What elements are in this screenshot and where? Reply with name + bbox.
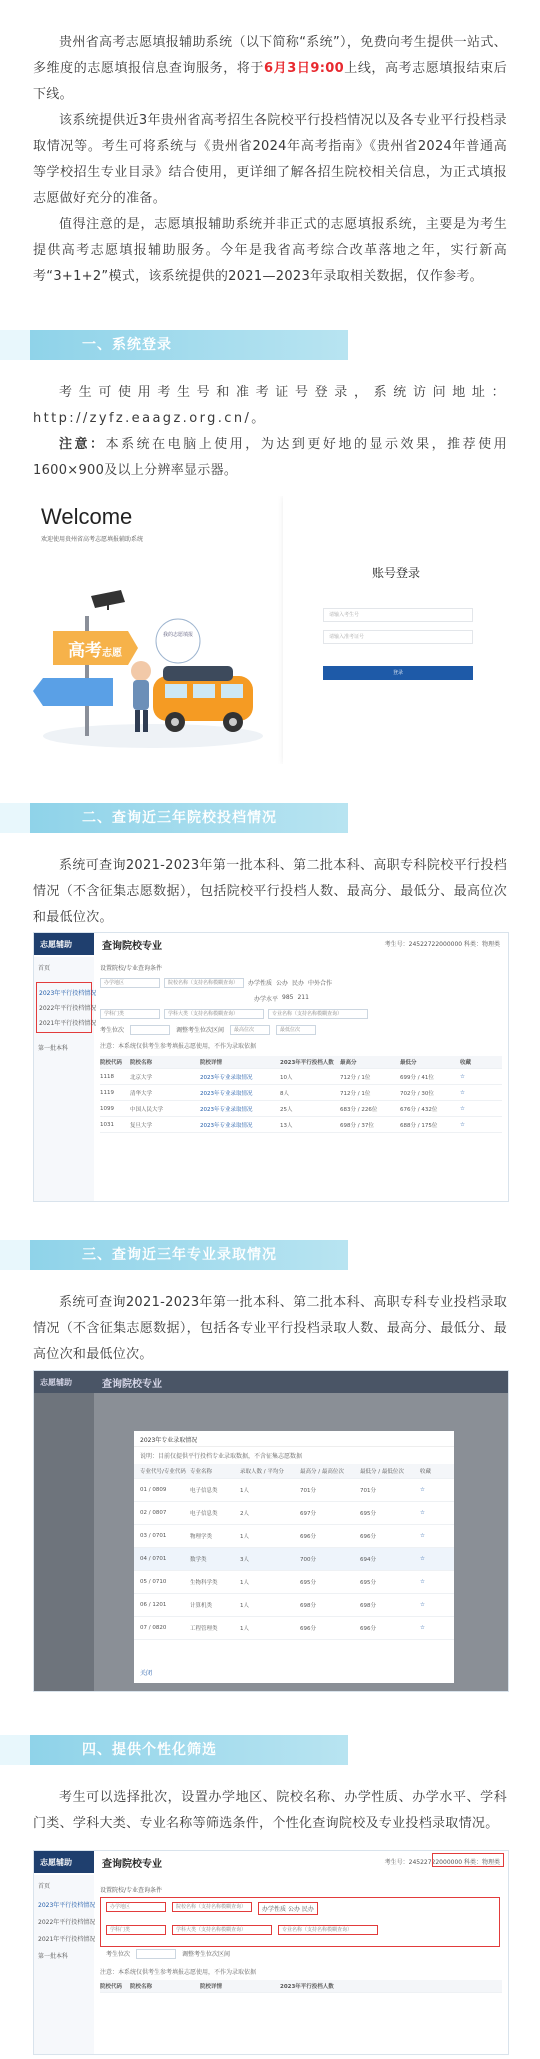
mrow-count: 1人 xyxy=(240,1603,249,1609)
table-row xyxy=(100,1085,502,1101)
mcol-low: 最低分 / 最低位次 xyxy=(360,1469,404,1475)
speech-bubble: 我的志愿填报 xyxy=(162,632,193,638)
mrow-low: 696分 xyxy=(360,1534,376,1540)
rank-low-input[interactable]: 最低位次 xyxy=(276,1025,316,1035)
intro-paragraph-3: 值得注意的是，志愿填报辅助系统并非正式的志愿填报系统，主要是为考生提供高考志愿填报辅助服务。今年是我省高考综合改革落地之年，实行新高考“3+1+2”模式，该系统提供的2021—2023年录取相关数据，仅作参考。 xyxy=(33,217,507,284)
login-screenshot xyxy=(33,496,509,764)
row-link[interactable]: 2023年专业录取情况 xyxy=(200,1090,253,1097)
mrow-code: 03 / 0701 xyxy=(140,1533,167,1539)
row-link[interactable]: 2023年专业录取情况 xyxy=(200,1074,253,1081)
sign-main: 高考 xyxy=(68,641,102,661)
star-icon[interactable]: ☆ xyxy=(420,1487,425,1493)
section-login xyxy=(0,330,540,484)
region-select[interactable]: 办学地区 xyxy=(100,978,160,988)
app-page-title: 查询院校专业 xyxy=(102,1859,162,1870)
level-label: 办学水平 xyxy=(254,996,279,1003)
modal-table-header xyxy=(134,1464,454,1479)
intro-paragraph-2: 该系统提供近3年贵州省高考招生各院校平行投档情况以及各专业平行投档录取情况等。考生可将系统与《贵州省2024年高考指南》《贵州省2024年普通高等学校招生专业目录》结合使用，更详细了解各招生院校相关信息，为正式填报志愿做好充分的准备。 xyxy=(33,113,507,206)
menu-2022[interactable]: 2022年平行投档情况 xyxy=(38,1919,96,1926)
launch-date: 6月3日9:00 xyxy=(263,61,344,76)
sign-small: 志愿 xyxy=(102,648,122,659)
star-icon[interactable]: ☆ xyxy=(460,1073,465,1080)
mrow-code: 07 / 0820 xyxy=(140,1625,167,1631)
mrow-count: 1人 xyxy=(240,1488,249,1494)
star-icon[interactable]: ☆ xyxy=(420,1533,425,1539)
menu-batch[interactable]: 第一批本科 xyxy=(38,1953,69,1960)
mrow-count: 3人 xyxy=(240,1557,249,1563)
row-name: 复旦大学 xyxy=(130,1122,153,1129)
mrow-name: 计算机类 xyxy=(190,1603,213,1609)
data-note: 注意：本系统仅供考生参考填报志愿使用，不作为录取依据 xyxy=(100,1043,257,1050)
col-code: 院校代码 xyxy=(100,1984,123,1990)
rank-label: 考生位次 xyxy=(100,1027,125,1034)
app-page-title: 查询院校专业 xyxy=(102,941,162,952)
menu-2022[interactable]: 2022年平行投档情况 xyxy=(39,1005,97,1012)
col-name: 院校名称 xyxy=(130,1060,153,1066)
row-high: 698分 / 37位 xyxy=(340,1122,374,1129)
rank-input[interactable] xyxy=(130,1025,170,1035)
subject-input[interactable]: 学科大类（支持名称模糊查询） xyxy=(164,1009,264,1019)
col-count: 2023年平行投档人数 xyxy=(280,1060,334,1066)
note-label: 注意： xyxy=(59,437,106,452)
mrow-name: 生物科学类 xyxy=(190,1580,218,1586)
subject-input[interactable]: 学科大类（支持名称模糊查询） xyxy=(172,1925,272,1935)
mrow-low: 694分 xyxy=(360,1557,376,1563)
rank-range-label: 调整考生位次区间 xyxy=(182,1951,231,1958)
intro-text-a: 贵州省高考志愿填报辅助系统（以下简称“系统”），免费向考生提供一站式、多维度的志愿填报信息查询服务，将于 xyxy=(33,35,507,76)
welcome-heading: Welcome xyxy=(41,504,133,529)
section-major xyxy=(0,1240,540,1368)
section-header xyxy=(30,1735,348,1765)
data-note: 注意：本系统仅供考生参考填报志愿使用，不作为录取依据 xyxy=(100,1969,257,1976)
col-detail: 院校详情 xyxy=(200,1060,223,1066)
college-paragraph: 系统可查询2021-2023年第一批本科、第二批本科、高职专科院校平行投档情况（不含征集志愿数据），包括院校平行投档人数、最高分、最低分、最高位次和最低位次。 xyxy=(33,858,507,925)
region-select[interactable]: 办学地区 xyxy=(106,1902,166,1912)
mrow-low: 695分 xyxy=(360,1580,376,1586)
filter-paragraph: 考生可以选择批次，设置办学地区、院校名称、办学性质、办学水平、学科门类、学科大类、专业名称等筛选条件，个性化查询院校及专业投档录取情况。 xyxy=(33,1790,507,1831)
filter-panel xyxy=(100,963,502,1133)
rank-range-label: 调整考生位次区间 xyxy=(176,1027,225,1034)
mrow-count: 1人 xyxy=(240,1580,249,1586)
row-high: 683分 / 226位 xyxy=(340,1106,378,1113)
modal-row xyxy=(134,1548,454,1571)
app-logo: 志愿辅助 xyxy=(40,1858,72,1867)
menu-2021[interactable]: 2021年平行投档情况 xyxy=(38,1936,96,1943)
batch-highlight xyxy=(432,1853,504,1867)
major-paragraph: 系统可查询2021-2023年第一批本科、第二批本科、高职专科专业投档录取情况（不含征集志愿数据），包括各专业平行投档录取人数、最高分、最低分、最高位次和最低位次。 xyxy=(33,1295,507,1362)
login-card xyxy=(283,496,509,764)
mrow-high: 701分 xyxy=(300,1488,316,1494)
mcol-count: 录取人数 / 平均分 xyxy=(240,1469,284,1475)
dim-sidebar xyxy=(34,1393,94,1692)
star-icon[interactable]: ☆ xyxy=(460,1105,465,1112)
section-header xyxy=(30,803,348,833)
row-name: 中国人民大学 xyxy=(130,1106,164,1113)
login-paragraph-2 xyxy=(0,432,540,484)
row-name: 清华大学 xyxy=(130,1090,153,1097)
row-code: 1031 xyxy=(100,1121,114,1128)
welcome-subtitle: 欢迎使用贵州省高考志愿填报辅助系统 xyxy=(41,536,144,543)
filter-row-level xyxy=(100,994,502,1003)
row-code: 1099 xyxy=(100,1105,114,1112)
mrow-high: 696分 xyxy=(300,1534,316,1540)
row-low: 699分 / 41位 xyxy=(400,1074,434,1081)
row-low: 676分 / 432位 xyxy=(400,1106,438,1113)
mrow-code: 02 / 0807 xyxy=(140,1510,167,1516)
mrow-code: 05 / 0710 xyxy=(140,1579,167,1585)
col-count: 2023年平行投档人数 xyxy=(280,1984,334,1990)
nature-public[interactable]: 公办 xyxy=(287,1906,300,1913)
mrow-code: 06 / 1201 xyxy=(140,1602,167,1608)
mrow-high: 698分 xyxy=(300,1603,316,1609)
major-modal xyxy=(134,1431,454,1683)
menu-2021[interactable]: 2021年平行投档情况 xyxy=(39,1020,97,1027)
nature-public[interactable]: 公办 xyxy=(276,980,289,987)
mrow-name: 数学类 xyxy=(190,1557,207,1563)
filter-area-highlight xyxy=(100,1897,500,1947)
mrow-low: 695分 xyxy=(360,1511,376,1517)
mrow-name: 物理学类 xyxy=(190,1534,213,1540)
app-logo-area xyxy=(34,933,94,955)
mrow-low: 698分 xyxy=(360,1603,376,1609)
table-row xyxy=(100,1069,502,1085)
section-header xyxy=(30,330,348,360)
college-query-screenshot xyxy=(33,932,509,1202)
star-icon[interactable]: ☆ xyxy=(420,1579,425,1585)
col-name: 院校名称 xyxy=(130,1984,153,1990)
modal-row xyxy=(134,1525,454,1548)
sign-text xyxy=(68,636,122,661)
app-logo-area xyxy=(34,1851,94,1873)
nature-label: 办学性质 xyxy=(248,980,273,987)
section-header xyxy=(30,1240,348,1270)
row-count: 13人 xyxy=(280,1122,293,1129)
col-fav: 收藏 xyxy=(460,1060,472,1066)
student-info: 考生号：24522722000000 科类：物理类 xyxy=(384,941,500,948)
row-name: 北京大学 xyxy=(130,1074,153,1081)
rank-row xyxy=(100,1025,502,1035)
modal-row xyxy=(134,1594,454,1617)
section-title: 四、提供个性化筛选 xyxy=(82,1742,217,1758)
side-menu xyxy=(34,957,97,1202)
major-input[interactable]: 专业名称（支持名称模糊查询） xyxy=(278,1925,378,1935)
mrow-count: 2人 xyxy=(240,1511,249,1517)
menu-year-box xyxy=(36,982,97,1033)
star-icon[interactable]: ☆ xyxy=(460,1089,465,1096)
mrow-low: 701分 xyxy=(360,1488,376,1494)
intro-paragraph-1 xyxy=(0,30,540,108)
row-low: 688分 / 175位 xyxy=(400,1122,438,1129)
menu-2023[interactable]: 2023年平行投档情况 xyxy=(38,1902,96,1909)
modal-note: 说明：目前仅提供平行投档专业录取数据，不含征集志愿数据 xyxy=(140,1453,303,1460)
student-info: 考生号：24522722000000 科类：物理类 xyxy=(384,1859,500,1866)
mrow-low: 696分 xyxy=(360,1626,376,1632)
row-code: 1119 xyxy=(100,1089,114,1096)
table-row xyxy=(100,1117,502,1133)
col-code: 院校代码 xyxy=(100,1060,123,1066)
modal-row xyxy=(134,1617,454,1640)
menu-home[interactable]: 首页 xyxy=(38,1883,51,1890)
mcol-code: 专业代号/专业代码 xyxy=(140,1469,186,1475)
exam-number-input[interactable]: 请输入准考证号 xyxy=(323,630,473,644)
menu-2023[interactable]: 2023年平行投档情况 xyxy=(39,990,97,997)
section-title: 二、查询近三年院校投档情况 xyxy=(82,810,277,826)
mcol-name: 专业名称 xyxy=(190,1469,213,1475)
side-menu xyxy=(34,1875,94,2055)
modal-row xyxy=(134,1571,454,1594)
table-body xyxy=(100,1069,502,1133)
modal-row xyxy=(134,1479,454,1502)
college-name-input[interactable]: 院校名称（支持名称模糊查询） xyxy=(172,1902,252,1912)
mrow-count: 1人 xyxy=(240,1626,249,1632)
col-detail: 院校详情 xyxy=(200,1984,223,1990)
major-query-screenshot xyxy=(33,1370,509,1692)
mrow-high: 697分 xyxy=(300,1511,316,1517)
mrow-code: 01 / 0809 xyxy=(140,1487,167,1493)
mrow-high: 695分 xyxy=(300,1580,316,1586)
mrow-code: 04 / 0701 xyxy=(140,1556,167,1562)
intro-text-b: 上线，高考志愿填报结束后下线。 xyxy=(33,61,508,102)
dim-title: 查询院校专业 xyxy=(102,1379,162,1390)
filter-title: 设置院校/专业查询条件 xyxy=(100,965,163,972)
mrow-name: 工程管理类 xyxy=(190,1626,218,1632)
mrow-count: 1人 xyxy=(240,1534,249,1540)
mrow-high: 696分 xyxy=(300,1626,316,1632)
row-count: 8人 xyxy=(280,1090,289,1097)
intro-section xyxy=(0,30,540,290)
nature-private[interactable]: 民办 xyxy=(292,980,305,987)
student-number-input[interactable]: 请输入考生号 xyxy=(323,608,473,622)
nature-label: 办学性质 xyxy=(262,1906,287,1913)
login-title: 账号登录 xyxy=(371,566,420,580)
college-name-input[interactable]: 院校名称（支持名称模糊查询） xyxy=(164,978,244,988)
category-select[interactable]: 学科门类 xyxy=(106,1925,166,1935)
star-icon[interactable]: ☆ xyxy=(460,1121,465,1128)
table-header xyxy=(100,1980,502,1993)
mcol-fav: 收藏 xyxy=(420,1469,432,1475)
rank-input[interactable] xyxy=(136,1949,176,1959)
login-button[interactable]: 登录 xyxy=(323,666,473,680)
rank-label: 考生位次 xyxy=(106,1951,131,1958)
nature-private[interactable]: 民办 xyxy=(301,1906,314,1913)
dim-header xyxy=(34,1371,509,1393)
section-college xyxy=(0,803,540,931)
filter-screenshot xyxy=(33,1850,509,2055)
table-header xyxy=(100,1056,502,1069)
note-text: 本系统在电脑上使用，为达到更好地的显示效果，推荐使用1600×900及以上分辨率显示器。 xyxy=(33,437,507,478)
modal-close-button[interactable]: 关闭 xyxy=(140,1670,153,1677)
mrow-name: 电子信息类 xyxy=(190,1511,218,1517)
modal-title: 2023年专业录取情况 xyxy=(134,1431,454,1447)
login-paragraph-1: 考生可使用考生号和准考证号登录，系统访问地址：http://zyfz.eaagz.org.cn/。 xyxy=(33,385,507,426)
section-title: 三、查询近三年专业录取情况 xyxy=(82,1247,277,1263)
row-high: 712分 / 1位 xyxy=(340,1090,371,1097)
rank-row xyxy=(106,1949,502,1959)
mrow-name: 电子信息类 xyxy=(190,1488,218,1494)
row-code: 1118 xyxy=(100,1073,114,1080)
filter-title: 设置院校/专业查询条件 xyxy=(100,1887,163,1894)
col-low: 最低分 xyxy=(400,1060,417,1066)
row-link[interactable]: 2023年专业录取情况 xyxy=(200,1122,253,1129)
modal-row xyxy=(134,1502,454,1525)
section-title: 一、系统登录 xyxy=(82,337,172,353)
section-filter xyxy=(0,1735,540,1837)
level-211[interactable]: 211 xyxy=(297,994,309,1001)
star-icon[interactable]: ☆ xyxy=(420,1510,425,1516)
row-count: 10人 xyxy=(280,1074,293,1081)
col-high: 最高分 xyxy=(340,1060,357,1066)
major-input[interactable]: 专业名称（支持名称模糊查询） xyxy=(268,1009,368,1019)
filter-row-1 xyxy=(100,978,502,988)
star-icon[interactable]: ☆ xyxy=(420,1625,425,1631)
mcol-high: 最高分 / 最高位次 xyxy=(300,1469,344,1475)
row-link[interactable]: 2023年专业录取情况 xyxy=(200,1106,253,1113)
category-select[interactable]: 学科门类 xyxy=(100,1009,160,1019)
menu-home[interactable]: 首页 xyxy=(38,965,51,972)
filter-panel xyxy=(100,1885,502,2049)
filter-row-2 xyxy=(100,1009,502,1019)
dim-logo: 志愿辅助 xyxy=(40,1378,72,1387)
app-logo: 志愿辅助 xyxy=(40,940,72,949)
star-icon[interactable]: ☆ xyxy=(420,1556,425,1562)
row-high: 712分 / 1位 xyxy=(340,1074,371,1081)
rank-high-input[interactable]: 最高位次 xyxy=(230,1025,270,1035)
menu-batch[interactable]: 第一批本科 xyxy=(38,1045,69,1052)
mrow-high: 700分 xyxy=(300,1557,316,1563)
star-icon[interactable]: ☆ xyxy=(420,1602,425,1608)
table-row xyxy=(100,1101,502,1117)
level-985[interactable]: 985 xyxy=(282,994,294,1001)
row-count: 25人 xyxy=(280,1106,293,1113)
row-low: 702分 / 30位 xyxy=(400,1090,434,1097)
nature-joint[interactable]: 中外合作 xyxy=(308,980,333,987)
